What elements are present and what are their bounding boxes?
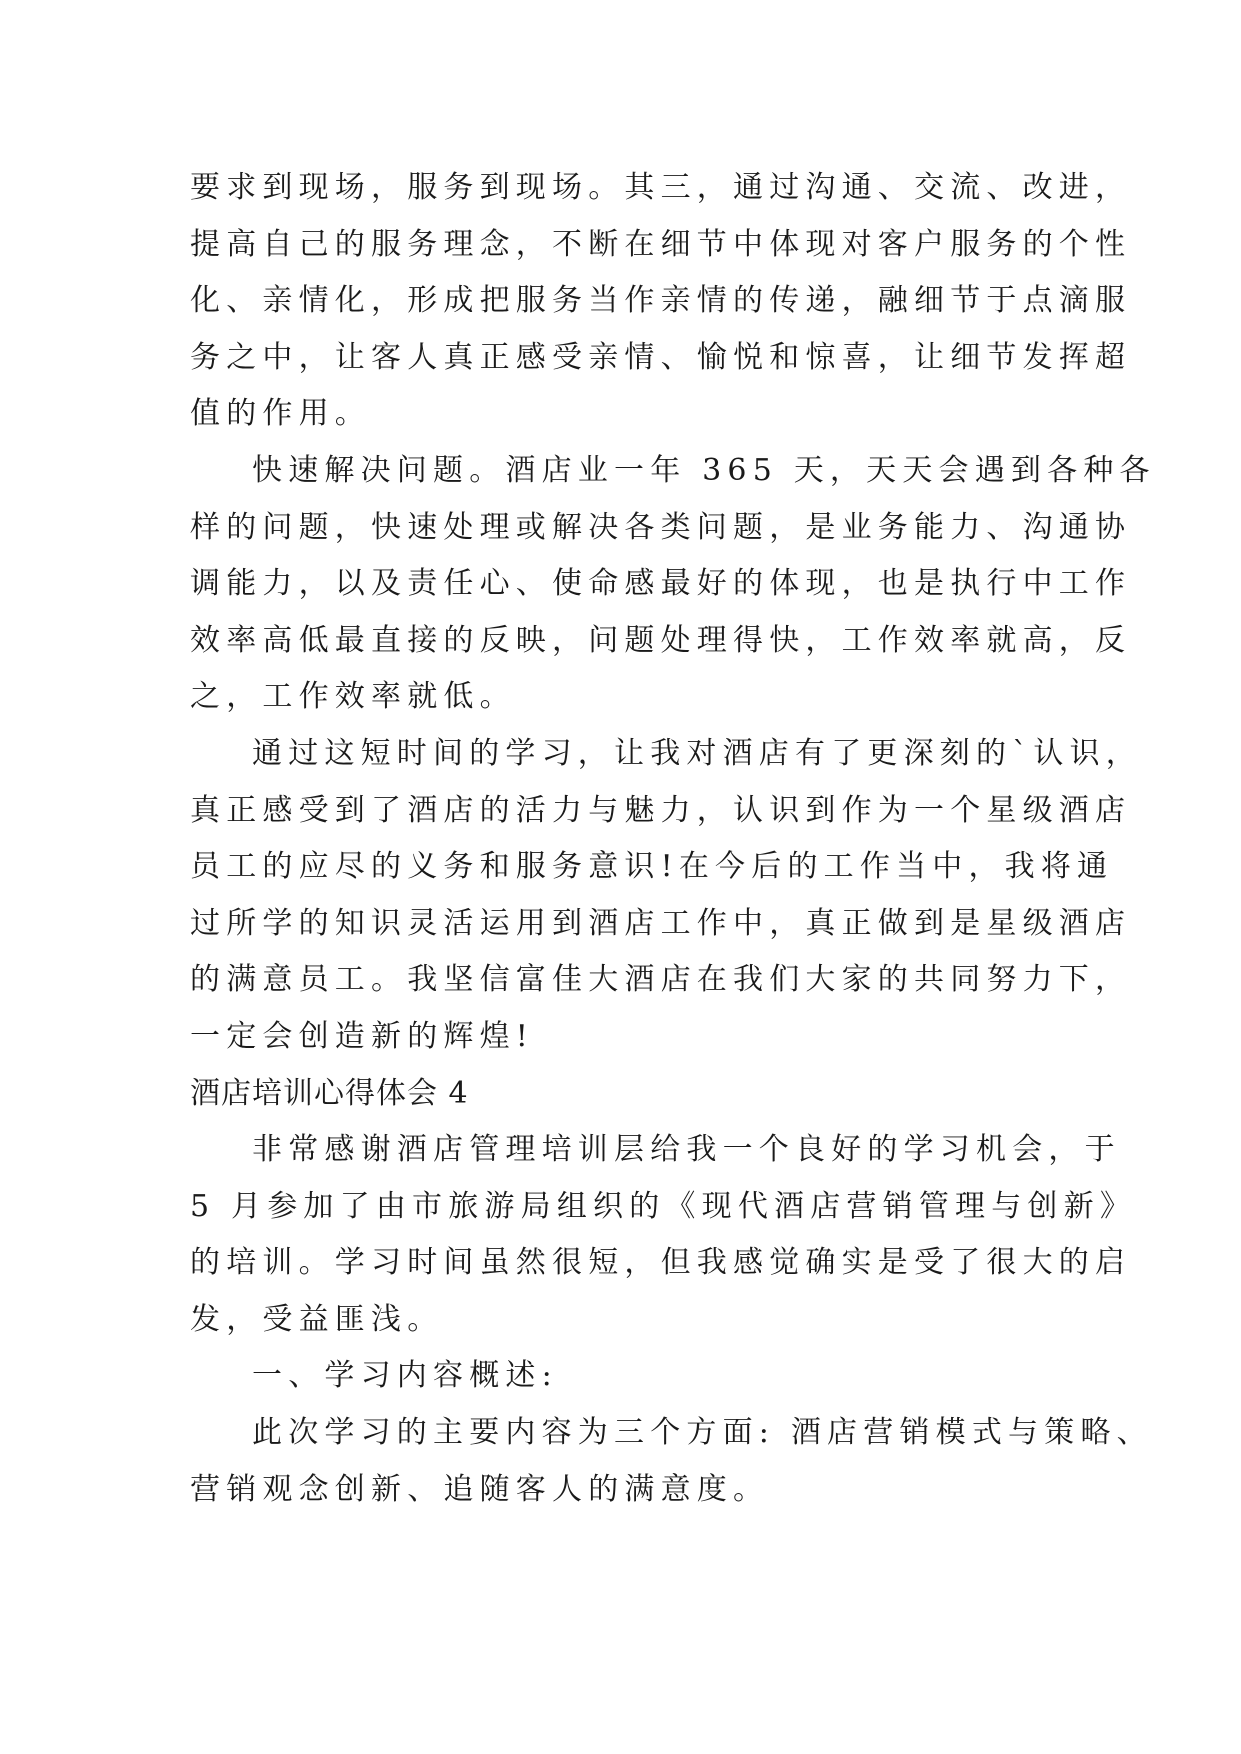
subsection-heading: 一、学习内容概述: [252, 1358, 558, 1394]
paragraph-line: 此次学习的主要内容为三个方面: 酒店营销模式与策略、 [252, 1415, 1153, 1451]
paragraph-line: 样的问题，快速处理或解决各类问题，是业务能力、沟通协 [190, 509, 1132, 545]
paragraph-line: 提高自己的服务理念，不断在细节中体现对客户服务的个性 [190, 226, 1132, 262]
paragraph-line: 员工的应尽的义务和服务意识!在今后的工作当中，我将通 [190, 849, 1114, 885]
paragraph-line: 效率高低最直接的反映，问题处理得快，工作效率就高，反 [190, 622, 1132, 658]
paragraph-line: 要求到现场，服务到现场。其三，通过沟通、交流、改进， [190, 170, 1132, 205]
paragraph-line: 快速解决问题。酒店业一年 365 天，天天会遇到各种各 [252, 452, 1156, 488]
paragraph-line: 的培训。学习时间虽然很短，但我感觉确实是受了很大的启 [190, 1245, 1132, 1281]
document-body [190, 160, 1156, 1518]
paragraph-line: 的满意员工。我坚信富佳大酒店在我们大家的共同努力下， [190, 962, 1132, 998]
paragraph-line: 调能力，以及责任心、使命感最好的体现，也是执行中工作 [190, 566, 1132, 602]
paragraph-line: 5 月参加了由市旅游局组织的《现代酒店营销管理与创新》 [190, 1188, 1137, 1224]
paragraph-line: 值的作用。 [190, 396, 371, 432]
paragraph-line: 真正感受到了酒店的活力与魅力，认识到作为一个星级酒店 [190, 792, 1132, 828]
paragraph-line: 一定会创造新的辉煌! [190, 1018, 535, 1054]
paragraph-line: 之，工作效率就低。 [190, 679, 516, 715]
paragraph-line: 务之中，让客人真正感受亲情、愉悦和惊喜，让细节发挥超 [190, 339, 1132, 375]
section-heading: 酒店培训心得体会 4 [190, 1075, 469, 1111]
paragraph-line: 化、亲情化，形成把服务当作亲情的传递，融细节于点滴服 [190, 283, 1132, 319]
paragraph-line: 非常感谢酒店管理培训层给我一个良好的学习机会，于 [252, 1132, 1121, 1168]
paragraph-line: 过所学的知识灵活运用到酒店工作中，真正做到是星级酒店 [190, 905, 1132, 941]
paragraph-line: 发，受益匪浅。 [190, 1301, 444, 1337]
paragraph-line: 营销观念创新、追随客人的满意度。 [190, 1471, 770, 1507]
paragraph-line: 通过这短时间的学习，让我对酒店有了更深刻的`认识， [252, 735, 1142, 771]
